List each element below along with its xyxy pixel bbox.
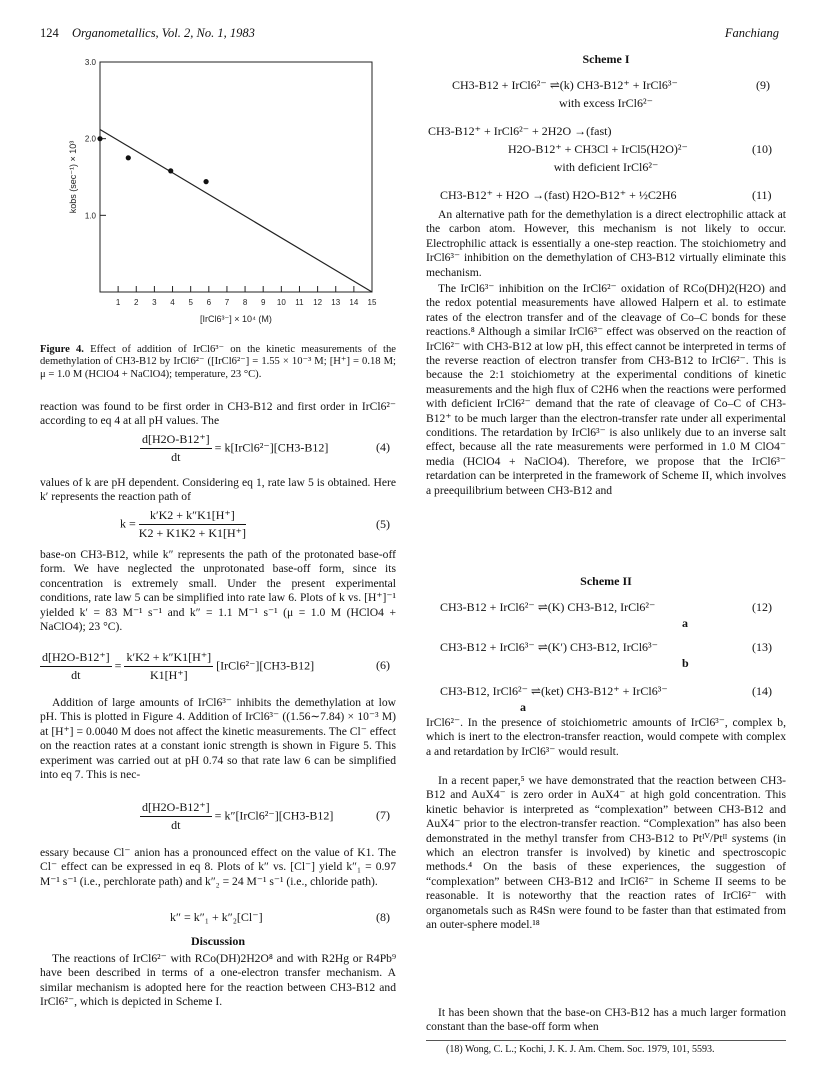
equation-9: CH3-B12 + IrCl6²⁻ ⇌(k) CH3-B12⁺ + IrCl6³⁻ bbox=[452, 78, 678, 92]
equation-11: CH3-B12⁺ + H2O →(fast) H2O-B12⁺ + ½C2H6 bbox=[440, 188, 677, 202]
complex-label-b: b bbox=[682, 656, 689, 670]
left-paragraph-3: base-on CH3-B12, while k″ represents the path of the protonated base-off form. We have neglected the unprotonated base-off form, since its concentration is extremely small. Under the present experimental conditions, rate law 5 can be simplified into rate law 6. Plots of k vs. [H⁺]⁻¹ yielded k′ = 83 M⁻¹ s⁻¹ and k″ = 1.1 M⁻¹ s⁻¹ (μ = 1.0 M (HClO4 + NaClO4); 23 °C). bbox=[40, 548, 396, 634]
x-tick-label: 2 bbox=[134, 298, 139, 307]
x-tick-label: 6 bbox=[206, 298, 212, 307]
footnote-18: (18) Wong, C. L.; Kochi, J. K. J. Am. Chem. Soc. 1979, 101, 5593. bbox=[446, 1044, 715, 1055]
plot-frame bbox=[100, 62, 372, 292]
equation-5-number: (5) bbox=[376, 517, 390, 531]
figure-4-caption bbox=[40, 344, 396, 381]
equation-11-number: (11) bbox=[752, 188, 772, 202]
x-tick-label: 1 bbox=[115, 298, 121, 307]
x-tick-label: 7 bbox=[224, 298, 230, 307]
caption-text: Effect of addition of IrCl6³⁻ on the kinetic measurements of the demethylation of CH3-B12 by IrCl6²⁻ ([IrCl6²⁻] = 1.55 × 10⁻³ M; [H⁺] = 0.18 M; μ = 1.0 M (HClO4 + NaClO4); temperature, 23 °C). bbox=[40, 344, 396, 380]
left-paragraph-1: reaction was found to be first order in CH3-B12 and first order in IrCl6²⁻ according to eq 4 at all pH values. The bbox=[40, 400, 396, 428]
x-tick-label: 4 bbox=[170, 298, 175, 307]
equation-6-number: (6) bbox=[376, 658, 390, 672]
y-tick-label: 2.0 bbox=[84, 134, 96, 144]
discussion-heading: Discussion bbox=[190, 934, 246, 948]
complex-label-a-2: a bbox=[520, 700, 526, 714]
data-point bbox=[203, 179, 208, 184]
footnote-rule bbox=[426, 1040, 786, 1041]
right-paragraph-4: In a recent paper,⁵ we have demonstrated that the reaction between CH3-B12 and AuX4⁻ is zero order in AuX4⁻ at high gold concentration. This kinetic behavior is interpreted as “complexation” between CH3-B12 and AuX4⁻ prior to the electron-transfer reaction. “Complexation” has also been demonstrated in the methyl transfer from CH3-B12 to Ptᴵⱽ/Ptᴵᴵ systems (in which an electron transfer is involved) by kinetic and spectroscopic methods.⁴ On the basis of these experiences, the suggestion of “complexation” between CH3-B12 and IrCl6²⁻ in Scheme II seems to be reasonable. It is noteworthy that the reaction rates of IrCl6²⁻ with organometals such as R4Sn were found to be faster than that estimated from an outer-sphere model.¹⁸ bbox=[426, 774, 786, 932]
left-paragraph-2: values of k are pH dependent. Considering eq 1, rate law 5 is obtained. Here k′ represents the reaction path of bbox=[40, 476, 396, 504]
equation-7: $\frac{d[H2O-B12^+]}{dt}$ = k″[IrCl6²⁻][CH3-B12] bbox=[142, 800, 334, 832]
equation-10-line-1: CH3-B12⁺ + IrCl6²⁻ + 2H2O →(fast) bbox=[428, 124, 612, 138]
figure-4-chart bbox=[60, 52, 400, 342]
x-tick-label: 11 bbox=[295, 298, 304, 307]
scheme-2-title: Scheme II bbox=[580, 574, 632, 588]
x-tick-label: 10 bbox=[276, 298, 286, 307]
right-paragraph-2: The IrCl6³⁻ inhibition on the IrCl6²⁻ oxidation of RCo(DH)2(H2O) and the redox potential measurements have allowed Halpern et al. to estimate rates of the electron transfer and of the cleavage of Co–C bonds for these reactions.⁸ Although a similar IrCl6³⁻ effect was observed on the reaction of IrCl6²⁻ with CH3-B12 at low pH, this effect cannot be interpreted in terms of the reverse reaction of electron transfer from CH3-B12 to IrCl6²⁻. This is because the 2:1 stoichiometry at the experimental conditions of kinetic measurements and the high flux of C2H6 when the reactions were performed with deficient IrCl6²⁻ demand that the rate of cleavage of Co–C of CH3-B12⁺ to be much larger than the electron-transfer rate under all experimental conditions. The retardation by IrCl6³⁻ is also unlikely due to an inverse salt effect, because all the rate measurements were performed in 1.0 M ClO4⁻ media (HClO4 + NaClO4). Therefore, we propose that the IrCl6³⁻ retardation can be interpreted in the framework of Scheme II, which involves a preequilibrium between CH3-B12 and bbox=[426, 282, 786, 497]
complex-label-a: a bbox=[682, 616, 688, 630]
x-tick-label: 3 bbox=[152, 298, 157, 307]
right-paragraph-3: IrCl6²⁻. In the presence of stoichiometric amounts of IrCl6³⁻, complex b, which is inert to the electron-transfer reaction, would compete with complex a and retardation by IrCl6³⁻ would result. bbox=[426, 716, 786, 758]
equation-4-number: (4) bbox=[376, 440, 390, 454]
y-axis-label: kobs (sec⁻¹) × 10³ bbox=[68, 140, 78, 214]
equation-10-line-2: H2O-B12⁺ + CH3Cl + IrCl5(H2O)²⁻ bbox=[508, 142, 688, 156]
equation-8-number: (8) bbox=[376, 910, 390, 924]
scheme-1-title: Scheme I bbox=[582, 52, 630, 66]
x-tick-label: 13 bbox=[331, 298, 341, 307]
equation-13: CH3-B12 + IrCl6³⁻ ⇌(K′) CH3-B12, IrCl6³⁻ bbox=[440, 640, 658, 654]
equation-13-number: (13) bbox=[752, 640, 772, 654]
journal-title: Organometallics, Vol. 2, No. 1, 1983 bbox=[72, 26, 255, 40]
caption-label: Figure 4. bbox=[40, 344, 84, 355]
equation-14: CH3-B12, IrCl6²⁻ ⇌(ket) CH3-B12⁺ + IrCl6³⁻ bbox=[440, 684, 668, 698]
equation-9-number: (9) bbox=[756, 78, 770, 92]
equation-4: $\frac{d[H2O-B12^+]}{dt}$ = k[IrCl6²⁻][CH3-B12] bbox=[142, 432, 329, 464]
y-tick-label: 3.0 bbox=[84, 58, 96, 67]
equation-12-number: (12) bbox=[752, 600, 772, 614]
data-point bbox=[168, 168, 173, 173]
left-paragraph-6: The reactions of IrCl6²⁻ with RCo(DH)2H2O⁸ and with R2Hg or R4Pb⁹ have been described in terms of a one-electron transfer mechanism. A similar mechanism is adopted here for the reaction between CH3-B12 and IrCl6²⁻, which is depicted in Scheme I. bbox=[40, 952, 396, 1009]
x-tick-label: 15 bbox=[367, 298, 377, 307]
y-tick-label: 1.0 bbox=[84, 211, 96, 221]
left-paragraph-4: Addition of large amounts of IrCl6³⁻ inhibits the demethylation at low pH. This is plotted in Figure 4. Addition of IrCl6³⁻ ((1.56∼7.84) × 10⁻³ M) at [H⁺] = 0.0040 M does not affect the kinetic measurements. The Cl⁻ effect on the reaction rates at a constant ionic strength is shown in Figure 5. This experiment was carried out at pH 0.74 so that rate law 6 can be simplified into eq 7. This is nec- bbox=[40, 696, 396, 782]
equation-14-number: (14) bbox=[752, 684, 772, 698]
equation-10-note: with deficient IrCl6²⁻ bbox=[553, 160, 659, 174]
data-point bbox=[97, 136, 102, 141]
left-paragraph-5: essary because Cl⁻ anion has a pronounced effect on the value of K1. The Cl⁻ effect can be expressed in eq 8. Plots of k″ vs. [Cl⁻] yield k″₁ = 0.97 M⁻¹ s⁻¹ (i.e., perchlorate path) and k″₂ = 24 M⁻¹ s⁻¹ (i.e., chloride path). bbox=[40, 846, 396, 888]
x-tick-label: 14 bbox=[349, 298, 359, 307]
equation-12: CH3-B12 + IrCl6²⁻ ⇌(K) CH3-B12, IrCl6²⁻ bbox=[440, 600, 656, 614]
running-author: Fanchiang bbox=[724, 26, 779, 40]
x-tick-label: 12 bbox=[313, 298, 323, 307]
x-tick-label: 5 bbox=[188, 298, 193, 307]
page-number: 124 bbox=[40, 26, 59, 40]
equation-6: $\frac{d[H2O-B12^+]}{dt}$ = $\frac{k'K2 + k''K1[H^+]}{K1[H^+]}$ [IrCl6²⁻][CH3-B12] bbox=[42, 650, 315, 682]
right-paragraph-5: It has been shown that the base-on CH3-B12 has a much larger formation constant than the base-off form when bbox=[426, 1006, 786, 1034]
x-axis-label: [IrCl6³⁻] × 10⁴ (M) bbox=[200, 314, 272, 324]
x-tick-label: 8 bbox=[242, 298, 248, 307]
equation-10-number: (10) bbox=[752, 142, 772, 156]
equation-8: k″ = k″₁ + k″₂[Cl⁻] bbox=[170, 910, 263, 924]
equation-7-number: (7) bbox=[376, 808, 390, 822]
fit-line bbox=[100, 129, 372, 292]
equation-9-note: with excess IrCl6²⁻ bbox=[559, 96, 653, 110]
data-point bbox=[126, 155, 131, 160]
equation-5: k = $\frac{k'K2 + k''K1[H^+]}{K2 + K1K2 + K1[H^+]}$ bbox=[120, 508, 246, 540]
right-paragraph-1: An alternative path for the demethylation is a direct electrophilic attack at the carbon atom. However, this mechanism is not likely to occur. Electrophilic attack is essentially a one-step reaction. The stoichiometry and IrCl6³⁻ inhibition on the demethylation of CH3-B12 virtually eliminate this mechanism. bbox=[426, 208, 786, 279]
x-tick-label: 9 bbox=[260, 298, 266, 307]
